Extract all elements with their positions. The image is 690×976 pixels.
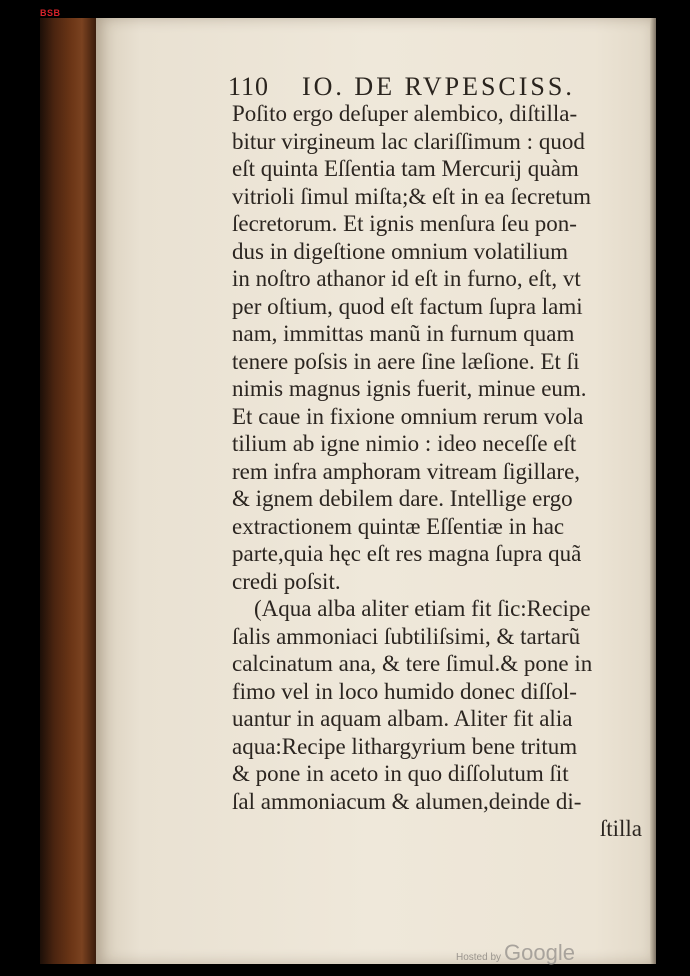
text-line: ſalis ammoniaci ſubtiliſsimi, & tartarũ <box>232 623 581 649</box>
text-line: extractionem quintæ Eſſentiæ in hac <box>232 513 565 539</box>
text-line: eſt quinta Eſſentia tam Mercurij quàm <box>232 156 579 181</box>
library-mark: BSB <box>40 8 61 18</box>
text-line: calcinatum ana, & tere ſimul.& pone in <box>232 651 593 676</box>
text-line: parte,quia hęc eſt res magna ſupra quã <box>232 541 582 566</box>
text-line: aqua:Recipe lithargyrium bene tritum <box>232 733 578 759</box>
hosted-by-label: Hosted by <box>456 952 502 963</box>
text-line: uantur in aquam albam. Aliter fit alia <box>232 706 573 731</box>
running-title: IO. DE RVPESCISS. <box>302 72 575 101</box>
text-line: tenere poſsis in aere ſine læſione. Et ſi <box>232 348 580 374</box>
text-line: credi poſsit. <box>232 568 341 594</box>
google-watermark <box>456 940 575 966</box>
text-line: rem infra amphoram vitream ſigillare, <box>232 458 581 484</box>
text-line: nimis magnus ignis fuerit, minue eum. <box>232 376 587 401</box>
text-line: tilium ab igne nimio : ideo neceſſe eſt <box>232 431 577 456</box>
google-logo: Google <box>504 940 575 965</box>
text-line: dus in digeſtione omnium volatilium <box>232 238 569 264</box>
text-line: per oſtium, quod eſt factum ſupra lami <box>232 293 583 319</box>
paragraph-start-line: (Aqua alba aliter etiam fit ſic:Recipe <box>254 596 591 621</box>
running-header <box>228 72 648 102</box>
text-line: fimo vel in loco humido donec diſſol- <box>232 678 577 704</box>
body-text <box>232 100 642 843</box>
book-spine <box>40 18 96 964</box>
text-line: ſecretorum. Et ignis menſura ſeu pon- <box>232 211 577 236</box>
text-line: vitrioli ſimul miſta;& eſt in ea ſecretum <box>232 183 591 209</box>
text-line: nam, immittas manũ in furnum quam <box>232 321 575 346</box>
page-edge <box>650 18 656 964</box>
text-line: & ignem debilem dare. Intellige ergo <box>232 486 573 511</box>
text-line: Poſito ergo deſuper alembico, diſtilla- <box>232 101 578 126</box>
text-line: & pone in aceto in quo diſſolutum ſit <box>232 761 569 786</box>
text-line: Et caue in fixione omnium rerum vola <box>232 403 584 429</box>
folio-number: 110 <box>228 72 270 101</box>
text-line: in noſtro athanor id eſt in furno, eſt, vt <box>232 266 581 291</box>
text-line: bitur virgineum lac clariſſimum : quod <box>232 128 585 154</box>
catchword: ſtilla <box>599 816 642 841</box>
text-line: ſal ammoniacum & alumen,deinde di- <box>232 788 582 814</box>
